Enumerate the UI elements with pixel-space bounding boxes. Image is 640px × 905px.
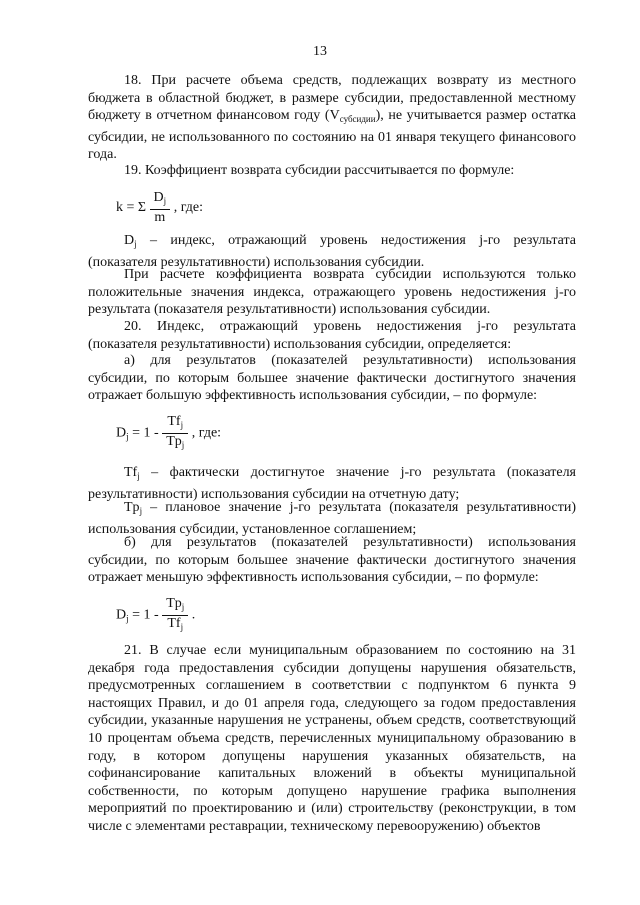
formula-k-lhs: k = Σ — [116, 200, 147, 216]
paragraph-calc: При расчете коэффициента возврата субсидии используются только положительные значения индекса, отражающего уровень недостижения j-го результата (показателя результативности) использования субсидии. — [88, 267, 576, 318]
paragraph-18: 18. При расчете объема средств, подлежащих возврату из местного бюджета в областной бюджет, в размере субсидии, предоставленной местному бюджету в отчетном финансовом году $(V_{субсидии})$, не учитывается размер остатка субсидии, не использованного по состоянию на 01 января текущего финансового года. — [88, 73, 577, 163]
formula-dj-a: $D_j = 1$ - $\frac{Tf_j}{Tp_j}$ , где: — [116, 414, 221, 453]
formula-dj-a-fraction: $\frac{Tf_j}{Tp_j}$ — [162, 414, 188, 453]
formula-k-fraction: $\frac{D_j}{m}$ — [150, 190, 171, 226]
tf-definition: $Tf_j$ – фактически достигнутое значение j-го результата (показателя результативности) использования субсидии на отчетную дату; — [88, 465, 576, 502]
paragraph-20: 20. Индекс, отражающий уровень недостижения j-го результата (показателя результативности) использования субсидии, определяется: — [88, 319, 576, 352]
formula-k-tail: , где: — [173, 200, 203, 216]
paragraph-19: 19. Коэффициент возврата субсидии рассчитывается по формуле: — [124, 163, 515, 178]
formula-k — [116, 190, 203, 226]
paragraph-21: 21. В случае если муниципальным образованием по состоянию на 31 декабря года предоставления субсидии допущены нарушения обязательств, предусмотренных соглашением в соответствии с подпунктом 6 пункта 9 настоящих Правил, и до 01 апреля года, следующего за годом предоставления субсидии, указанные нарушения не устранены, объем средств, соответствующий 10 процентам объема средств, перечисленных муниципальному образованию в году, в котором допущены нарушения указанных обязательств, на софинансирование капитальных вложений в объекты муниципальной собственности, по которым допущено нарушение графика выполнения мероприятий по проектированию и (или) строительству (реконструкции, в том числе с элементами реставрации, техническому перевооружению) объектов — [88, 643, 576, 834]
page-number: 13 — [313, 44, 327, 59]
formula-dj-b-fraction: $\frac{Tp_j}{Tf_j}$ — [162, 596, 188, 635]
formula-dj-b: $D_j = 1$ - $\frac{Tp_j}{Tf_j}$ . — [116, 596, 195, 635]
paragraph-b: б) для результатов (показателей результативности) использования субсидии, по которым большее значение фактически достигнутого значения отражает меньшую эффективность использования субсидии, – по формуле: — [88, 535, 576, 586]
subsidy-subscript: субсидии — [339, 114, 376, 125]
tp-definition: $Tp_j$ – плановое значение j-го результата (показателя результативности) использования субсидии, установленное соглашением; — [88, 500, 576, 537]
paragraph-a: а) для результатов (показателей результативности) использования субсидии, по которым большее значение фактически достигнутого значения отражает большую эффективность использования субсидии, – по формуле: — [88, 353, 576, 404]
dj-definition: $D_j$ – индекс, отражающий уровень недостижения j-го результата (показателя результативности) использования субсидии. — [88, 233, 576, 270]
